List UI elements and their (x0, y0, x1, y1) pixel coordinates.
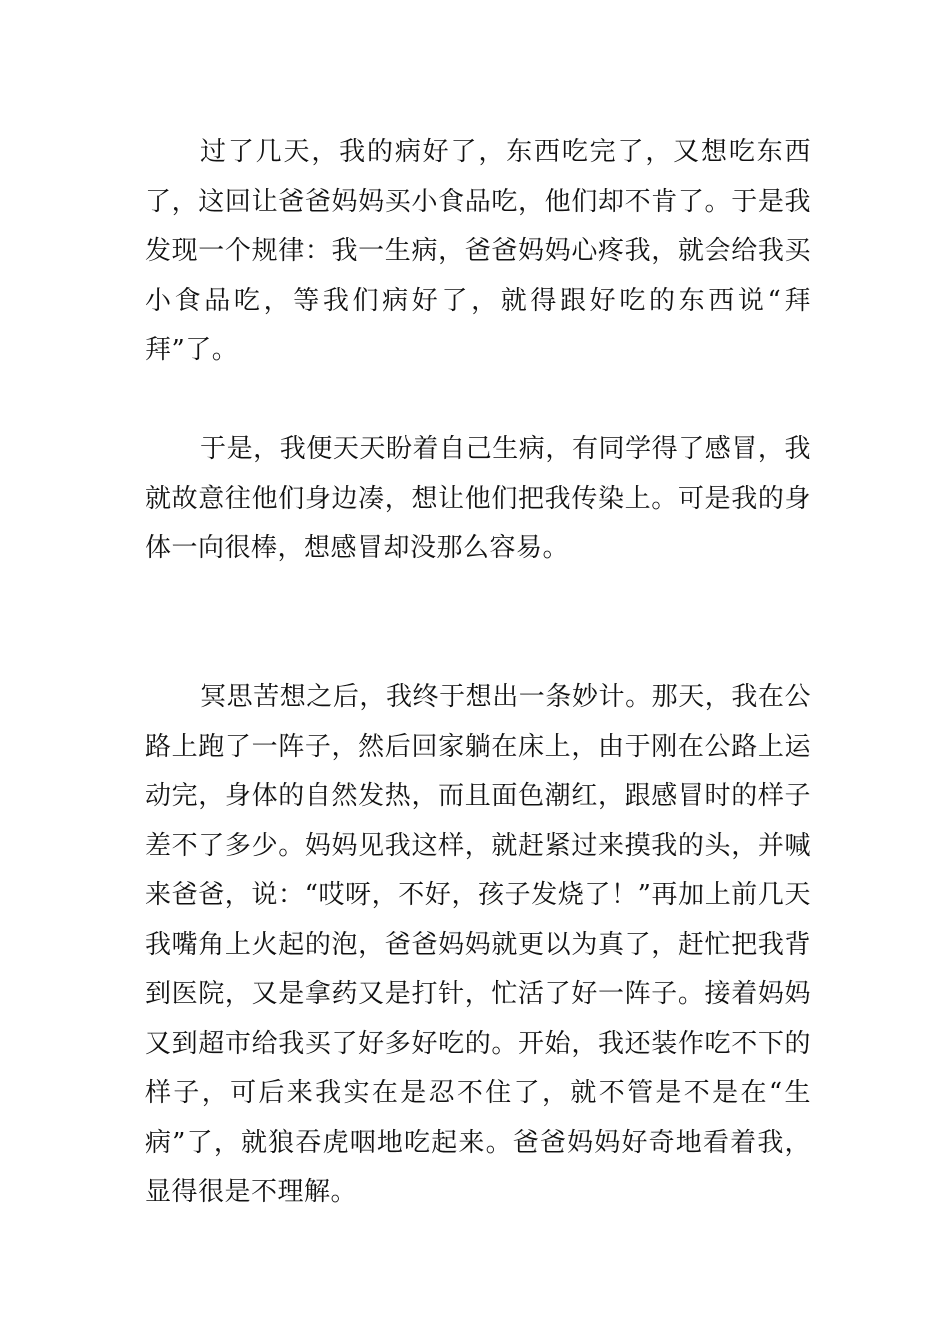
paragraph: 过了几天，我的病好了，东西吃完了，又想吃东西了，这回让爸爸妈妈买小食品吃，他们却不肯了。于是我发现一个规律：我一生病，爸爸妈妈心疼我，就会给我买小食品吃，等我们病好了，就得跟好吃的东西说“拜拜”了。 (145, 137, 811, 365)
paragraph: 于是，我便天天盼着自己生病，有同学得了感冒，我就故意往他们身边凑，想让他们把我传染上。可是我的身体一向很棒，想感冒却没那么容易。 (145, 434, 811, 563)
paragraph: 冥思苦想之后，我终于想出一条妙计。那天，我在公路上跑了一阵子，然后回家躺在床上，由于刚在公路上运动完，身体的自然发热，而且面色潮红，跟感冒时的样子差不了多少。妈妈见我这样，就赶紧过来摸我的头，并喊来爸爸，说：“哎呀，不好，孩子发烧了！”再加上前几天我嘴角上火起的泡，爸爸妈妈就更以为真了，赶忙把我背到医院，又是拿药又是打针，忙活了好一阵子。接着妈妈又到超市给我买了好多好吃的。开始，我还装作吃不下的样子，可后来我实在是忍不住了，就不管是不是在“生病”了，就狼吞虎咽地吃起来。爸爸妈妈好奇地看着我，显得很是不理解。 (145, 682, 811, 1207)
